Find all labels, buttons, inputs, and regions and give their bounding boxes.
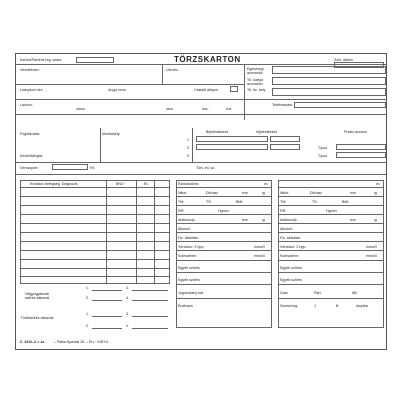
r-antikonc-label: Antikoncip. xyxy=(280,218,298,222)
csaladi-box[interactable] xyxy=(230,86,238,92)
divider xyxy=(176,272,272,273)
divider xyxy=(192,128,193,162)
kronikus-header: Krónikus betegség: Diagnózis xyxy=(30,182,78,186)
divider xyxy=(176,250,272,251)
szemuveg-label: Szemüveg: xyxy=(280,304,298,308)
hsz-label: hsz. xyxy=(202,107,209,111)
kezel-label: Kezel/Allergia: xyxy=(20,154,43,158)
rr-label: RR: xyxy=(178,209,185,213)
bejelentes-field-1[interactable] xyxy=(196,136,268,142)
tudo-r1: 1. xyxy=(86,312,89,316)
utca-label: utca xyxy=(166,107,173,111)
karton-field[interactable] xyxy=(76,57,114,63)
egyeb-label-2: Egyéb szűrés xyxy=(178,278,200,282)
hgmm-label: Hgmm xyxy=(218,209,229,213)
vercukor-label: Vércukor: 2 hpp: xyxy=(178,245,205,249)
telefon-label: Telefonszám: xyxy=(272,103,294,107)
leanykori-label: Leánykori név: xyxy=(20,88,44,92)
tb-fiz-field[interactable] xyxy=(272,88,386,96)
nikot-label: Nikot. xyxy=(178,191,188,195)
vezeteknev-label: Vezetéknév: xyxy=(20,68,40,72)
divider xyxy=(132,316,168,317)
r-vercukor-label: Vércukor: 2 hpp: xyxy=(280,245,307,249)
row-3: 3 xyxy=(187,154,189,158)
divider xyxy=(16,114,386,115)
kolesz-unit: mmol/l xyxy=(254,254,265,258)
dioptria-label: dioptria xyxy=(356,304,368,308)
r-bmi-label: BMI: xyxy=(342,200,350,204)
divider xyxy=(92,300,122,301)
ig-label: ig xyxy=(262,191,265,195)
divider xyxy=(92,328,122,329)
tipus-field-1[interactable] xyxy=(336,144,386,150)
egeszseg-label: Egészségi azonosító xyxy=(247,67,264,75)
ev-label: év xyxy=(264,182,268,186)
tb-kartya-label: Tb. kártya azonosító xyxy=(247,78,263,86)
r-kolesz-unit: mmol/l xyxy=(366,254,377,258)
kijelentes-field-2[interactable] xyxy=(270,144,300,150)
divider xyxy=(132,300,168,301)
vercukor-unit: mmol/l xyxy=(254,245,265,249)
divider xyxy=(20,276,170,277)
antikonc-label: Antikoncip. xyxy=(178,218,196,222)
divider xyxy=(16,99,386,100)
bno-header: BNO xyxy=(116,182,124,186)
praxis-label: Praxis azonos. xyxy=(344,130,368,134)
divider xyxy=(20,223,170,224)
divider xyxy=(244,64,245,120)
r-antikonc-ig: ig xyxy=(374,218,377,222)
tb-kartya-field[interactable] xyxy=(272,77,386,85)
nogyogy-r2: 2. xyxy=(86,296,89,300)
part-label: Part. xyxy=(314,291,322,295)
r-hgmm-label: Hgmm xyxy=(326,209,337,213)
nogyogy-r4: 4. xyxy=(126,296,129,300)
dbnap-label: Db/nap xyxy=(206,191,218,195)
telefon-field[interactable] xyxy=(294,102,386,108)
ea-label: e/a. xyxy=(226,107,232,111)
divider xyxy=(20,241,170,242)
divider xyxy=(176,260,272,261)
eve-label: éve xyxy=(242,191,248,195)
nogyogy-label: Nőgyógyászati szűrés dátumai xyxy=(24,292,50,300)
tudo-r3: 3. xyxy=(126,312,129,316)
tipus-label-1: Típus xyxy=(318,146,327,150)
divider xyxy=(20,259,170,260)
row-2: 2 xyxy=(187,146,189,150)
divider xyxy=(92,290,122,291)
nogyogy-r3: 3. xyxy=(126,286,129,290)
csaladi-label: Családi állapot: xyxy=(194,88,219,92)
r-kolesz-label: Koleszterin: xyxy=(280,254,299,258)
torv-label: Törv. ell. sz. xyxy=(196,166,216,170)
row-1: 1 xyxy=(187,138,189,142)
antikonc-eve: éve xyxy=(242,218,248,222)
egyeb-label: Egyéb szűrés xyxy=(178,266,200,270)
divider xyxy=(278,250,384,251)
r-egyeb-label: Egyéb szűrés xyxy=(280,266,302,270)
munkahely-label: Munkahely: xyxy=(102,132,121,136)
rizikoszures-label: Rizikószűrés xyxy=(178,182,199,186)
szul-datum-label: Szül. dátum xyxy=(334,58,353,62)
egeszseg-field[interactable] xyxy=(272,66,386,74)
divider xyxy=(278,232,384,233)
r-rr-label: RR: xyxy=(280,209,287,213)
publisher: – Pátria Nyomda Zrt. – Érv.: 3.997/4. xyxy=(54,340,109,344)
tipus-label-2: Típus xyxy=(318,154,327,158)
szem-j: J xyxy=(314,304,316,308)
divider xyxy=(176,284,272,285)
kijelentes-label: Kijelentkezés xyxy=(256,130,278,134)
divider xyxy=(20,187,170,188)
divider xyxy=(16,64,386,65)
divider xyxy=(16,162,386,163)
fiz-label: Fiz. aktivitás: xyxy=(178,236,199,240)
grav-label: Grav. xyxy=(280,291,289,295)
divider xyxy=(16,174,386,175)
r-alkohol-label: Alkohol: xyxy=(280,227,293,231)
karton-label: Karton/Páciens reg. szám: xyxy=(20,58,63,62)
divider xyxy=(176,214,272,215)
divider xyxy=(278,205,384,206)
divider xyxy=(176,298,272,299)
kijelentes-field-1[interactable] xyxy=(270,136,300,142)
divider xyxy=(278,214,384,215)
divider xyxy=(20,196,170,197)
divider xyxy=(176,196,272,197)
szem-b: B xyxy=(336,304,339,308)
r-antikonc-eve: éve xyxy=(350,218,356,222)
tm-label: TM: xyxy=(178,200,185,204)
jogos-label: Jogosítvány kat. xyxy=(178,291,204,295)
divider xyxy=(278,196,384,197)
divider xyxy=(176,205,272,206)
anyja-label: Anyja neve: xyxy=(108,88,127,92)
foglalkozas-label: Foglalkozás: xyxy=(20,132,41,136)
form-sheet xyxy=(15,53,387,350)
divider xyxy=(278,260,384,261)
divider xyxy=(132,328,168,329)
ts-label: TS: xyxy=(206,200,212,204)
ab-label: AB xyxy=(352,291,357,295)
tudo-r2: 2. xyxy=(86,324,89,328)
r-tm-label: TM: xyxy=(280,200,287,204)
alkohol-label: Alkohol: xyxy=(178,227,191,231)
rh-label: Rh xyxy=(90,166,95,170)
erv-label: Érvényes xyxy=(178,304,193,308)
divider xyxy=(20,250,170,251)
divider xyxy=(176,223,272,224)
r-dbnap-label: Db/nap xyxy=(310,191,322,195)
r-ig-label: ig xyxy=(374,191,377,195)
divider xyxy=(100,128,101,162)
divider xyxy=(176,187,272,188)
divider xyxy=(92,316,122,317)
bejelentes-label: Bejelentkezés xyxy=(206,130,229,134)
divider xyxy=(162,64,163,84)
divider xyxy=(278,284,384,285)
tipus-field-2[interactable] xyxy=(336,152,386,158)
divider xyxy=(16,84,244,85)
antikonc-ig: ig xyxy=(262,218,265,222)
utonev-label: Utónév: xyxy=(166,68,179,72)
form-code: C. 3410–4. r. sz. xyxy=(20,340,46,344)
ev-header: Év xyxy=(144,182,149,186)
r-egyeb-label-2: Egyéb szűrés xyxy=(280,278,302,282)
tudo-r4: 4. xyxy=(126,324,129,328)
lakcim-label: Lakcím: xyxy=(20,103,33,107)
bmi-label: BMI: xyxy=(236,200,244,204)
divider xyxy=(20,268,170,269)
divider xyxy=(20,214,170,215)
divider xyxy=(278,223,384,224)
r-fiz-label: Fiz. aktivitás: xyxy=(280,236,301,240)
divider xyxy=(176,241,272,242)
divider xyxy=(278,298,384,299)
divider xyxy=(278,272,384,273)
r-vercukor-unit: mmol/l xyxy=(366,245,377,249)
tb-fiz-label: Tb. fiz. hely xyxy=(247,88,266,92)
vercsoport-label: Vércsoport: xyxy=(20,166,39,170)
bejelentes-field-2[interactable] xyxy=(196,144,268,150)
tudo-label: Tüdőszűrés dátumai xyxy=(20,316,54,320)
r-nikot-label: Nikot. xyxy=(280,191,290,195)
page-title: TÖRZSKARTON xyxy=(174,55,241,64)
kolesz-label: Koleszterin: xyxy=(178,254,197,258)
vercsoport-field[interactable] xyxy=(52,164,88,170)
divider xyxy=(20,205,170,206)
divider xyxy=(176,232,272,233)
r-ts-label: TS: xyxy=(312,200,318,204)
varos-label: város xyxy=(76,107,85,111)
nogyogy-r1: 1. xyxy=(86,286,89,290)
divider xyxy=(132,290,168,291)
divider xyxy=(278,187,384,188)
r-ev-label: év xyxy=(376,182,380,186)
r-eve-label: éve xyxy=(350,191,356,195)
divider xyxy=(20,232,170,233)
divider xyxy=(278,241,384,242)
